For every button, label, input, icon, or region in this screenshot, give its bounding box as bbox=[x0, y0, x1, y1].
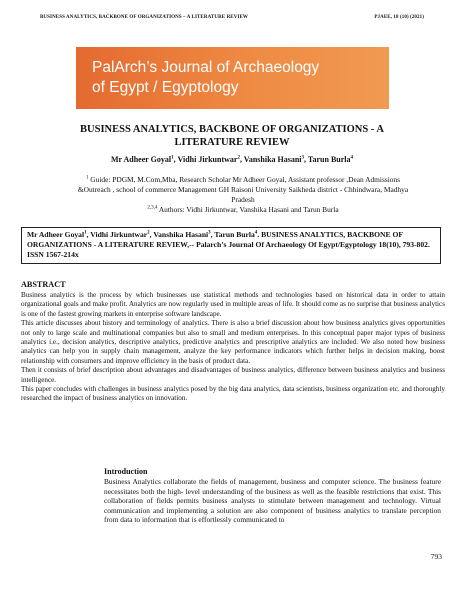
paper-title bbox=[40, 123, 424, 149]
citation-author: Tarun Burla bbox=[214, 230, 255, 239]
abstract-paragraph: This paper concludes with challenges in business analytics posed by the big data analytics, data scientists, business organization etc. and thoroughly researched the impact of business analytics on innovation. bbox=[21, 385, 445, 403]
author-list: Mr Adheer Goyal$^1$, Vidhi Jirkuntwar$^2$, Vanshika Hasani$^3$, Tarun Burla$^4$ bbox=[110, 155, 353, 164]
author-sup: 1 bbox=[171, 155, 174, 161]
guide-affiliation bbox=[70, 175, 416, 205]
citation-author: Mr Adheer Goyal bbox=[27, 230, 85, 239]
authors-affil-text: Authors: Vidhi Jirkuntwar, Vanshika Hasani and Tarun Burla bbox=[157, 205, 339, 214]
guide-text: Guide: PDGM, M.Com,Mba, Research Scholar Mr Adheer Goyal, Assistant professor ,Dean Admissions &Outreach , school of commerce Management GH Raisoni University Saikheda district - Chhindwara, Madhya Pradesh bbox=[77, 175, 409, 204]
citation-author: Vidhi Jirkuntwar bbox=[90, 230, 148, 239]
abstract-body bbox=[21, 291, 445, 404]
citation-box: Mr Adheer Goyal$^1$, Vidhi Jirkuntwar$^2$, Vanshika Hasani$^3$, Tarun Burla$^4$. BUSINESS ANALYTICS, BACKBONE OF ORGANIZATIONS - A LITERATURE REVIEW,-- Palarch’s Journal Of Archaeology Of Egypt/Egyptology 18(10), 793-802. ISSN 1567-214x bbox=[21, 227, 441, 264]
citation-sup: 2 bbox=[147, 230, 150, 236]
author-name: Vidhi Jirkuntwar bbox=[177, 155, 238, 164]
abstract-heading: ABSTRACT bbox=[21, 280, 66, 289]
running-head-right: PJAEE, 18 (10) (2021) bbox=[374, 15, 424, 20]
author-name: Vanshika Hasani bbox=[243, 155, 302, 164]
citation-sup: 4 bbox=[254, 230, 258, 236]
citation-sup: 1 bbox=[84, 230, 87, 236]
authors-affiliation bbox=[70, 205, 416, 215]
author-name: Mr Adheer Goyal bbox=[110, 155, 172, 164]
abstract-paragraph: Then it consists of brief description about advantages and disadvantages of business analytics, difference between business analytics and business intelligence. bbox=[21, 366, 445, 384]
affiliations bbox=[70, 175, 416, 215]
title-line-1: BUSINESS ANALYTICS, BACKBONE OF ORGANIZATIONS - A bbox=[80, 124, 384, 135]
introduction-paragraph: Business Analytics collaborate the fields of management, business and computer science. The business feature necessitates both the high- level understanding of the business as well as the feasible restrictions that exist. This collaboration of fields permits business analysts to stimulate between management and technology. Virtual communication and implementing a solution are also component of business analytics to translate perception from data to information that is effortlessly communicated to bbox=[104, 477, 441, 525]
introduction-heading: Introduction bbox=[104, 467, 148, 476]
page-number: 793 bbox=[430, 552, 442, 561]
author-sup: 2 bbox=[237, 155, 240, 161]
authors-sup: 2,3,4 bbox=[147, 205, 158, 211]
running-head-left: BUSINESS ANALYTICS, BACKBONE OF ORGANIZATIONS – A LITERATURE REVIEW bbox=[40, 15, 249, 20]
introduction-body bbox=[104, 477, 441, 525]
author-sup: 4 bbox=[350, 155, 353, 161]
journal-banner bbox=[76, 47, 389, 109]
banner-line-2: of Egypt / Egyptology bbox=[92, 79, 239, 96]
abstract-paragraph: Business analytics is the process by which businesses use statistical methods and technologies based on historical data in order to attain organizational goals and make profit. Analytics are now regularly used in multiple areas of life. It should come as no surprise that business analytics is one of the fastest growing markets in enterprise software landscape. bbox=[21, 291, 445, 318]
citation-sup: 3 bbox=[208, 230, 211, 236]
citation-rest: . BUSINESS ANALYTICS, BACKBONE OF ORGANIZATIONS - A LITERATURE REVIEW,-- Palarch’s Journal Of Archaeology Of Egypt/Egyptology 18(10), 793-802. ISSN 1567-214x bbox=[27, 230, 430, 259]
banner-line-1: PalArch’s Journal of Archaeology bbox=[92, 59, 320, 76]
author-name: Tarun Burla bbox=[307, 155, 351, 164]
author-sup: 3 bbox=[301, 155, 305, 161]
abstract-paragraph: This article discusses about history and terminology of analytics. There is also a brief discussion about how business analytics gives opportunities not only to large scale and multinational companies but also to small and medium enterprises. In this conceptual paper major types of business analytics i.e., decision analytics, descriptive analytics, predictive analytics and prescriptive analytics are included. We also noted how business analytics can help you in supply chain management, analyze the key performance indicators which further helps in decision making, boost relationship with consumers and improve efficiency in the basis of product data. bbox=[21, 319, 445, 365]
title-line-2: LITERATURE REVIEW bbox=[174, 137, 290, 148]
citation-author: Vanshika Hasani bbox=[153, 230, 209, 239]
guide-sup: 1 bbox=[85, 175, 89, 181]
